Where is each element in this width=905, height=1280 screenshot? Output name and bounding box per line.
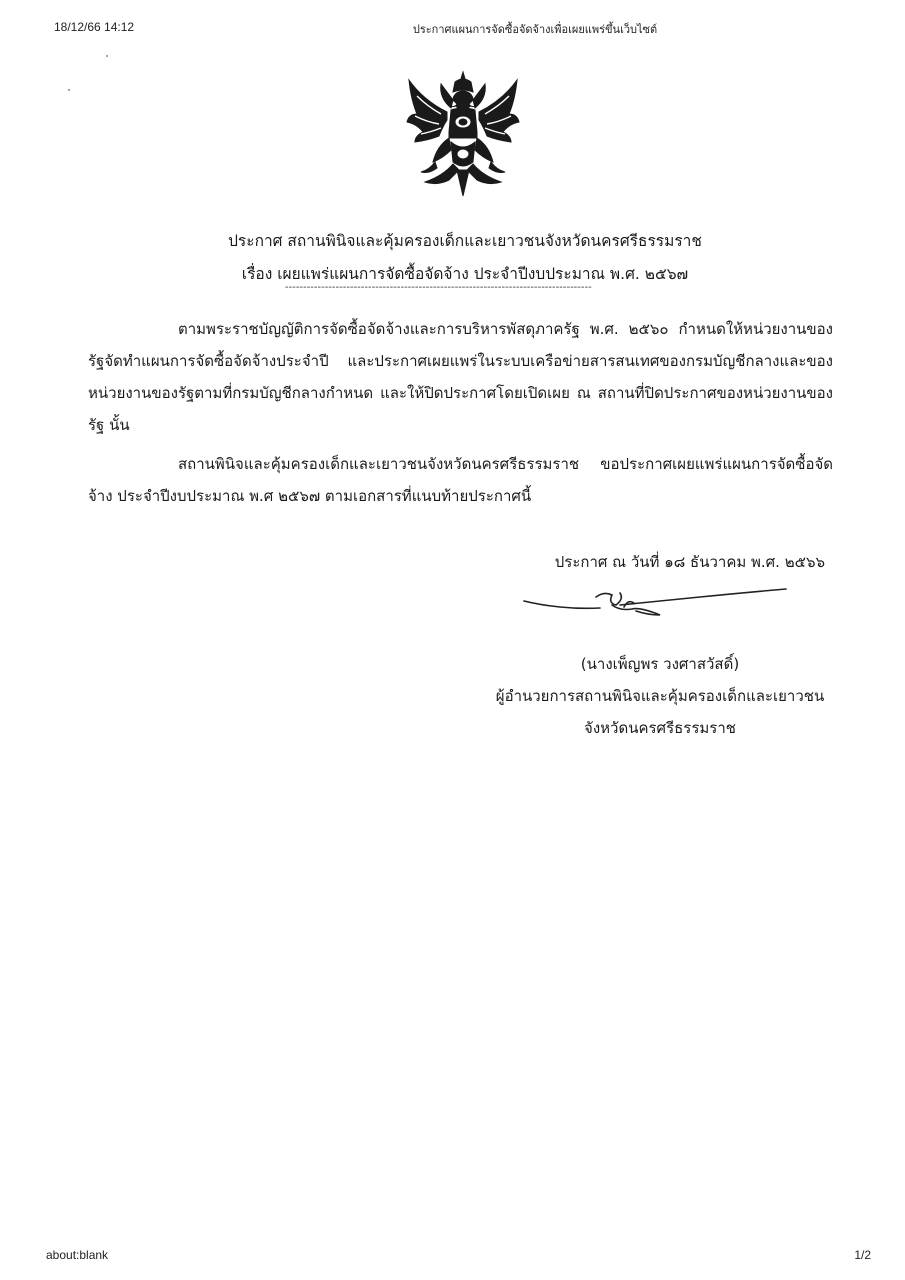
print-page-number: 1/2 [854, 1248, 871, 1262]
print-page-title: ประกาศแผนการจัดซื้อจัดจ้างเพื่อเผยแพร่ขึ้นเว็บไซต์ [412, 23, 658, 36]
announcement-subject: เรื่อง เผยแพร่แผนการจัดซื้อจัดจ้าง ประจำปีงบประมาณ พ.ศ. ๒๕๖๗ [241, 265, 689, 283]
garuda-emblem-icon [403, 70, 523, 198]
body-paragraph-1-text: ตามพระราชบัญญัติการจัดซื้อจัดจ้างและการบริหารพัสดุภาครัฐ พ.ศ. ๒๕๖๐ กำหนดให้หน่วยงานของรัฐจัดทำแผนการจัดซื้อจัดจ้างประจำปี และประกาศเผยแพร่ในระบบเครือข่ายสารสนเทศของกรมบัญชีกลางและของหน่วยงานของรัฐตามที่กรมบัญชีกลางกำหนด และให้ปิดประกาศโดยเปิดเผย ณ สถานที่ปิดประกาศของหน่วยงานของรัฐ นั้น [88, 320, 833, 434]
signatory-position: ผู้อำนวยการสถานพินิจและคุ้มครองเด็กและเยาวชน [495, 687, 825, 705]
print-url: about:blank [46, 1248, 109, 1262]
body-paragraph-1 [88, 313, 833, 441]
heading-separator: ------------------------------------------------------------------------------------- [285, 283, 592, 293]
signatory-name: (นางเพ็ญพร วงศาสวัสดิ์) [580, 655, 740, 673]
scan-speck [68, 89, 70, 91]
signatory-province: จังหวัดนครศรีธรรมราช [584, 719, 736, 737]
scan-speck [106, 55, 108, 57]
body-paragraph-2-text: สถานพินิจและคุ้มครองเด็กและเยาวชนจังหวัดนครศรีธรรมราช ขอประกาศเผยแพร่แผนการจัดซื้อจัดจ้าง ประจำปีงบประมาณ พ.ศ ๒๕๖๗ ตามเอกสารที่แนบท้ายประกาศนี้ [88, 455, 833, 505]
announcement-date: ประกาศ ณ วันที่ ๑๘ ธันวาคม พ.ศ. ๒๕๖๖ [554, 553, 825, 571]
handwritten-signature-icon [520, 585, 790, 625]
body-paragraph-2 [88, 448, 833, 512]
print-datetime: 18/12/66 14:12 [54, 20, 135, 34]
announcement-heading: ประกาศ สถานพินิจและคุ้มครองเด็กและเยาวชนจังหวัดนครศรีธรรมราช [228, 232, 702, 250]
